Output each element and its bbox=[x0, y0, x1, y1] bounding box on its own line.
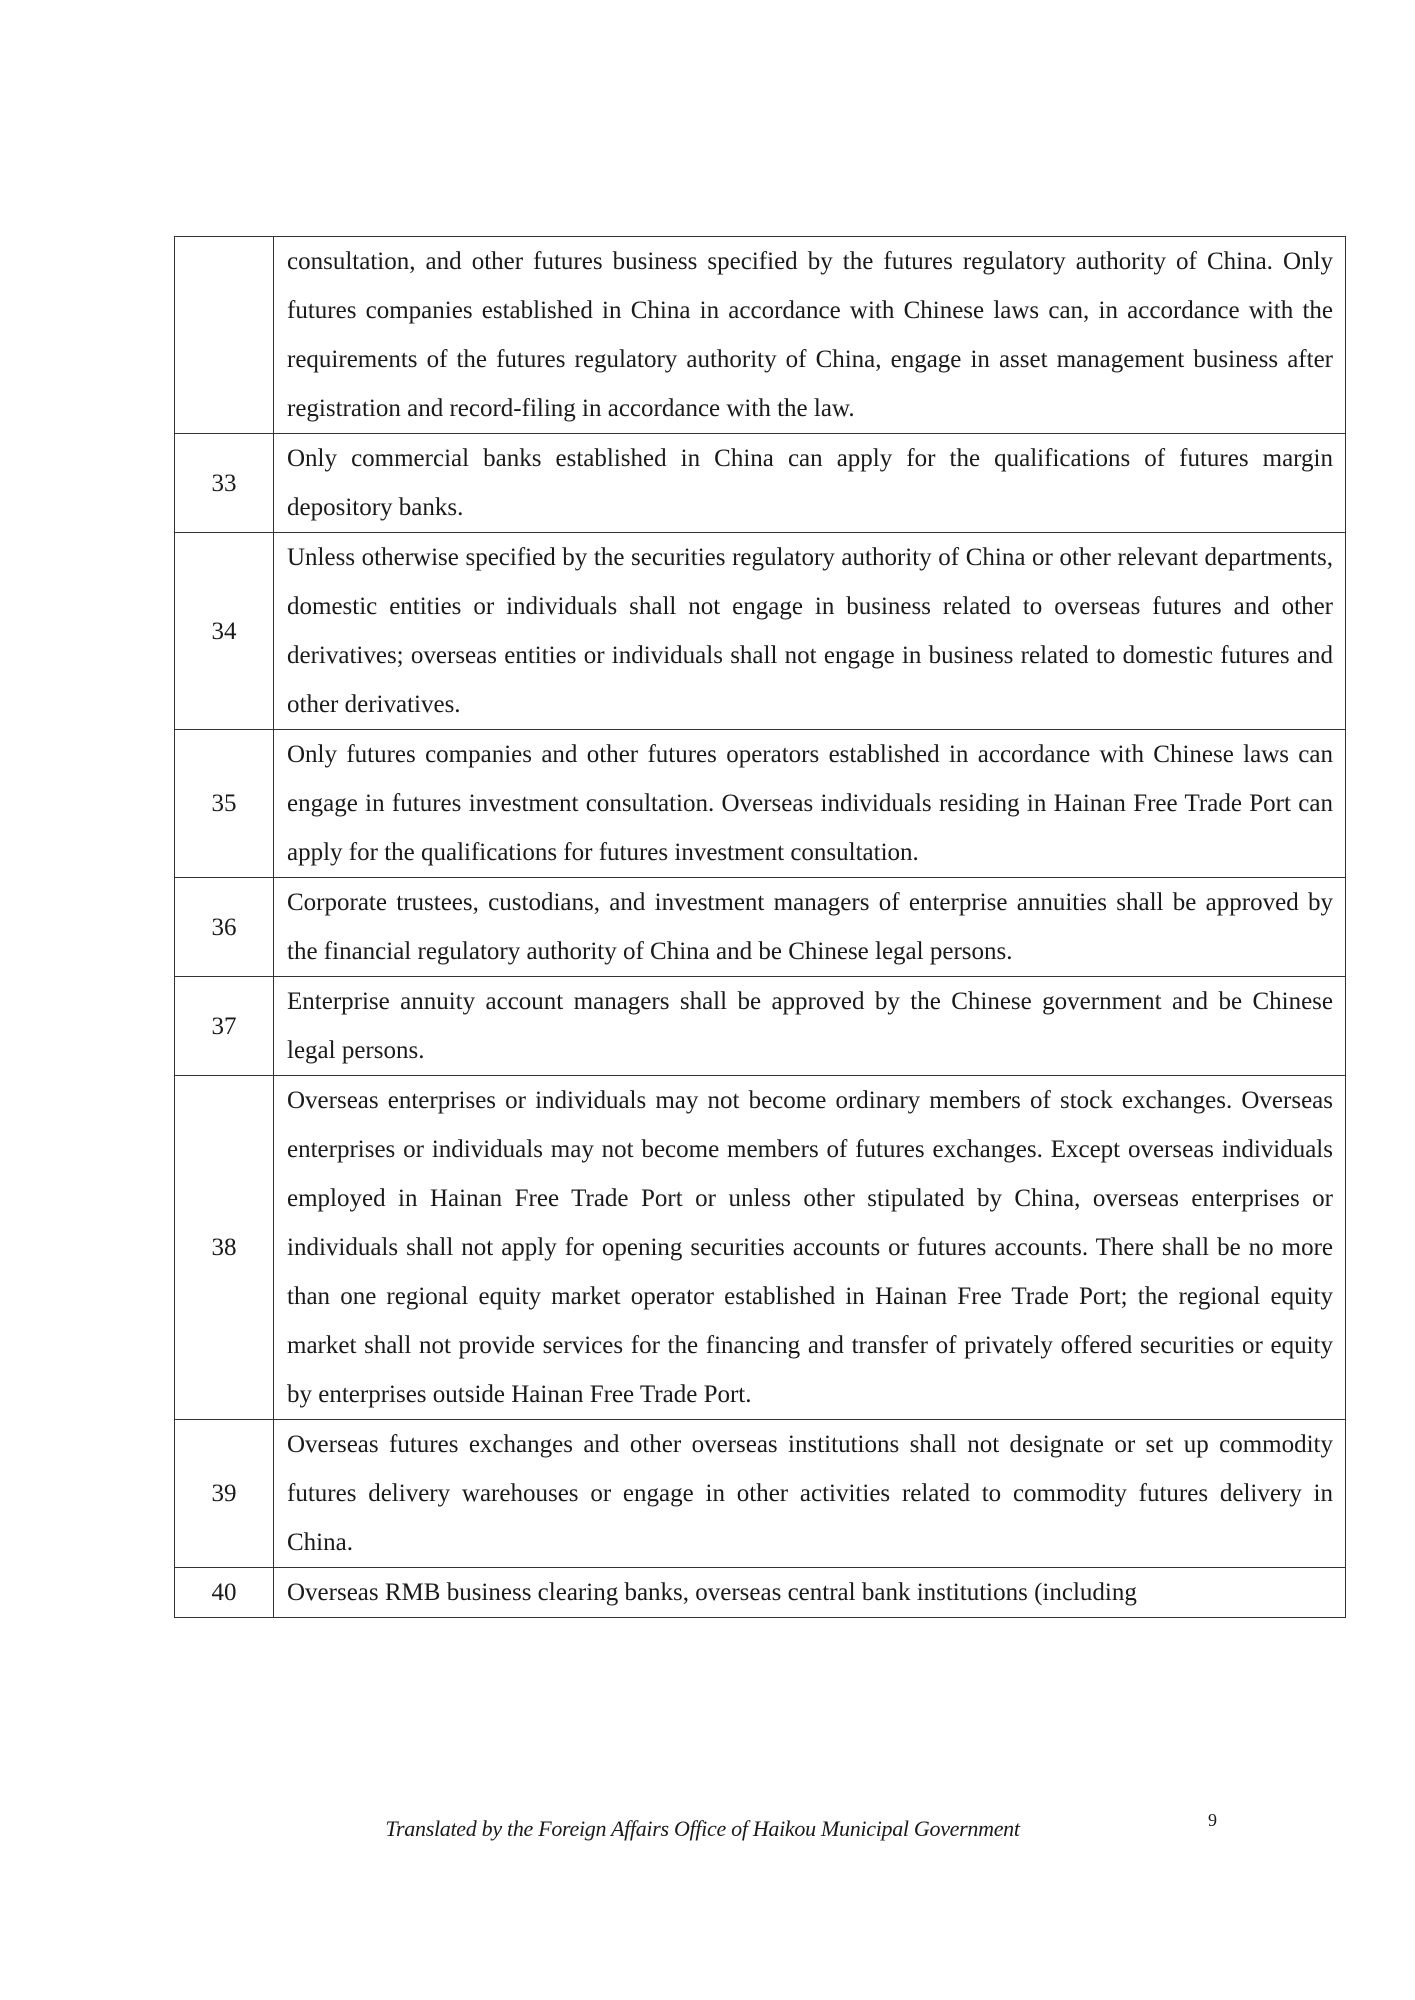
row-number: 35 bbox=[175, 730, 274, 878]
table-row bbox=[175, 1568, 1346, 1618]
row-text: consultation, and other futures business specified by the futures regulatory authority of China. Only futures companies established in China in accordance with Chinese laws can, in accordance with the requirements of the futures regulatory authority of China, engage in asset management business after registration and record-filing in accordance with the law. bbox=[274, 237, 1346, 434]
row-number: 33 bbox=[175, 434, 274, 533]
row-text: Overseas RMB business clearing banks, overseas central bank institutions (including bbox=[274, 1568, 1346, 1618]
translator-note-text: Translated by the Foreign Affairs Office of Haikou Municipal Government bbox=[385, 1816, 1020, 1841]
row-text: Only futures companies and other futures operators established in accordance with Chinese laws can engage in futures investment consultation. Overseas individuals residing in Hainan Free Trade Port can apply for the qualifications for futures investment consultation. bbox=[274, 730, 1346, 878]
row-text: Overseas futures exchanges and other overseas institutions shall not designate or set up commodity futures delivery warehouses or engage in other activities related to commodity futures delivery in China. bbox=[274, 1420, 1346, 1568]
table-row bbox=[175, 237, 1346, 434]
row-number: 37 bbox=[175, 977, 274, 1076]
page-number: 9 bbox=[1208, 1810, 1217, 1830]
row-number bbox=[175, 237, 274, 434]
regulations-table bbox=[174, 236, 1346, 1618]
row-text: Only commercial banks established in China can apply for the qualifications of futures margin depository banks. bbox=[274, 434, 1346, 533]
row-text: Overseas enterprises or individuals may not become ordinary members of stock exchanges. Overseas enterprises or individuals may not become members of futures exchanges. Except overseas individuals employed in Hainan Free Trade Port or unless other stipulated by China, overseas enterprises or individuals shall not apply for opening securities accounts or futures accounts. There shall be no more than one regional equity market operator established in Hainan Free Trade Port; the regional equity market shall not provide services for the financing and transfer of privately offered securities or equity by enterprises outside Hainan Free Trade Port. bbox=[274, 1076, 1346, 1420]
row-number: 38 bbox=[175, 1076, 274, 1420]
table-row bbox=[175, 1420, 1346, 1568]
row-number: 36 bbox=[175, 878, 274, 977]
row-text: Enterprise annuity account managers shall be approved by the Chinese government and be Chinese legal persons. bbox=[274, 977, 1346, 1076]
row-number: 34 bbox=[175, 533, 274, 730]
table-row bbox=[175, 1076, 1346, 1420]
table-row bbox=[175, 434, 1346, 533]
row-number: 39 bbox=[175, 1420, 274, 1568]
row-text: Corporate trustees, custodians, and investment managers of enterprise annuities shall be approved by the financial regulatory authority of China and be Chinese legal persons. bbox=[274, 878, 1346, 977]
table-row bbox=[175, 977, 1346, 1076]
row-number: 40 bbox=[175, 1568, 274, 1618]
table-row bbox=[175, 730, 1346, 878]
table-row bbox=[175, 878, 1346, 977]
translator-note bbox=[0, 1816, 1415, 1842]
table-row bbox=[175, 533, 1346, 730]
row-text: Unless otherwise specified by the securities regulatory authority of China or other relevant departments, domestic entities or individuals shall not engage in business related to overseas futures and other derivatives; overseas entities or individuals shall not engage in business related to domestic futures and other derivatives. bbox=[274, 533, 1346, 730]
